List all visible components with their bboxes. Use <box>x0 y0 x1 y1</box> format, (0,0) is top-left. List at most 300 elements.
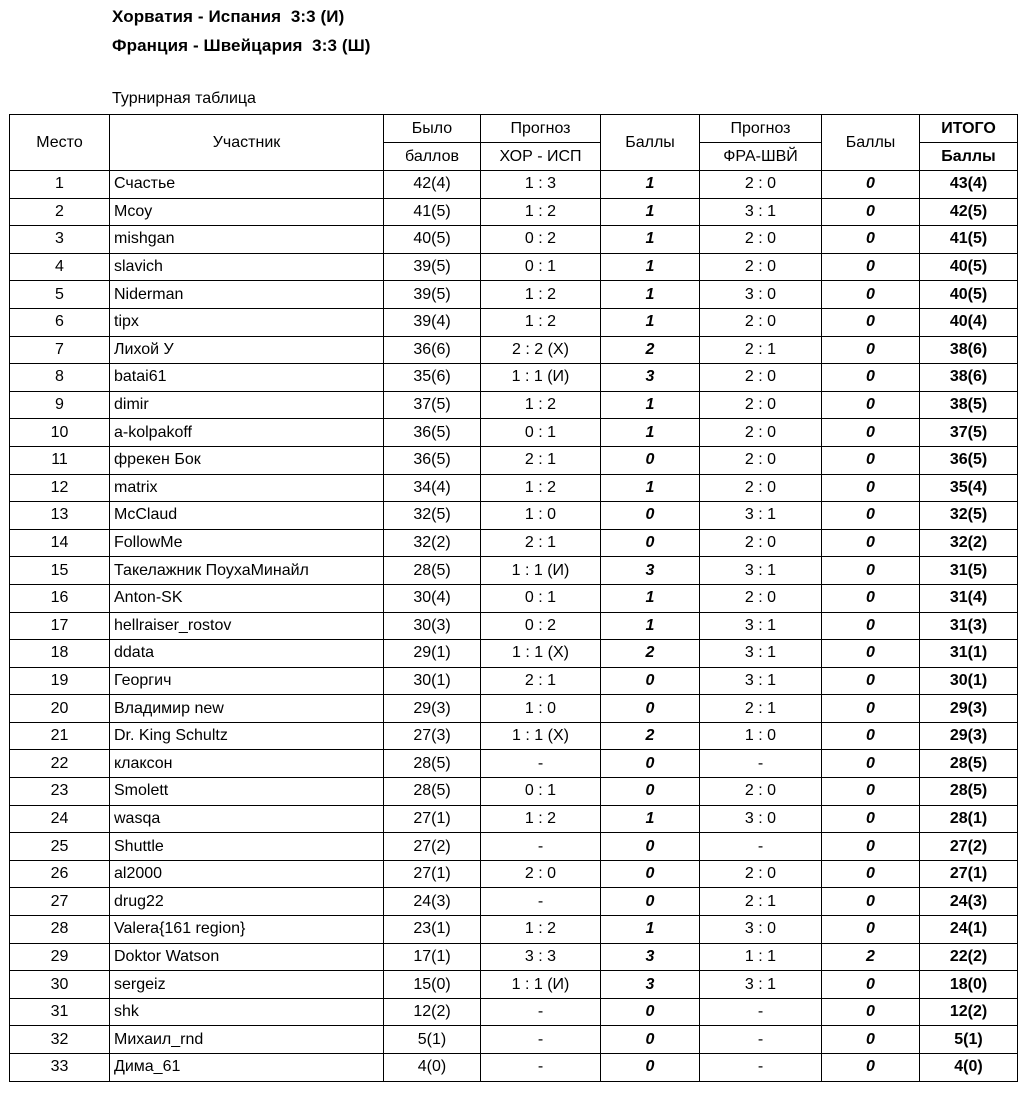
cell-points2: 0 <box>822 722 920 750</box>
cell-forecast2: 2 : 0 <box>700 364 822 392</box>
cell-was: 35(6) <box>384 364 481 392</box>
cell-total: 43(4) <box>920 171 1018 199</box>
cell-total: 37(5) <box>920 419 1018 447</box>
cell-points1: 3 <box>601 943 700 971</box>
cell-points2: 0 <box>822 833 920 861</box>
cell-was: 28(5) <box>384 750 481 778</box>
cell-forecast1: 1 : 2 <box>481 198 601 226</box>
cell-place: 7 <box>10 336 110 364</box>
cell-forecast2: 2 : 0 <box>700 584 822 612</box>
cell-points1: 0 <box>601 1054 700 1082</box>
cell-points1: 0 <box>601 502 700 530</box>
table-row <box>10 860 1018 888</box>
table-row <box>10 584 1018 612</box>
cell-points1: 1 <box>601 805 700 833</box>
cell-participant: Niderman <box>110 281 384 309</box>
cell-participant: wasqa <box>110 805 384 833</box>
cell-points2: 0 <box>822 860 920 888</box>
cell-place: 8 <box>10 364 110 392</box>
table-row <box>10 1054 1018 1082</box>
cell-place: 3 <box>10 226 110 254</box>
cell-was: 15(0) <box>384 971 481 999</box>
cell-points1: 2 <box>601 722 700 750</box>
cell-was: 28(5) <box>384 778 481 806</box>
cell-total: 29(3) <box>920 695 1018 723</box>
cell-was: 30(1) <box>384 667 481 695</box>
cell-forecast1: - <box>481 998 601 1026</box>
cell-total: 38(6) <box>920 336 1018 364</box>
table-row <box>10 778 1018 806</box>
cell-participant: Mcoy <box>110 198 384 226</box>
cell-was: 36(6) <box>384 336 481 364</box>
cell-place: 30 <box>10 971 110 999</box>
cell-forecast1: 1 : 0 <box>481 502 601 530</box>
cell-place: 25 <box>10 833 110 861</box>
cell-total: 31(1) <box>920 640 1018 668</box>
cell-forecast1: 2 : 0 <box>481 860 601 888</box>
cell-was: 42(4) <box>384 171 481 199</box>
cell-participant: batai61 <box>110 364 384 392</box>
cell-was: 40(5) <box>384 226 481 254</box>
cell-place: 15 <box>10 557 110 585</box>
cell-total: 27(1) <box>920 860 1018 888</box>
cell-points1: 2 <box>601 336 700 364</box>
cell-total: 24(1) <box>920 916 1018 944</box>
cell-participant: sergeiz <box>110 971 384 999</box>
cell-points2: 0 <box>822 171 920 199</box>
cell-points2: 0 <box>822 529 920 557</box>
cell-total: 42(5) <box>920 198 1018 226</box>
cell-forecast2: 1 : 0 <box>700 722 822 750</box>
cell-points1: 1 <box>601 253 700 281</box>
table-row <box>10 391 1018 419</box>
cell-forecast1: 1 : 2 <box>481 308 601 336</box>
cell-place: 23 <box>10 778 110 806</box>
table-row <box>10 502 1018 530</box>
cell-points2: 0 <box>822 308 920 336</box>
header-participant: Участник <box>110 115 384 171</box>
cell-forecast1: 2 : 2 (Х) <box>481 336 601 364</box>
cell-place: 2 <box>10 198 110 226</box>
cell-points2: 0 <box>822 419 920 447</box>
cell-place: 18 <box>10 640 110 668</box>
header-forecast1-bottom: ХОР - ИСП <box>481 143 601 171</box>
table-row <box>10 695 1018 723</box>
cell-was: 30(3) <box>384 612 481 640</box>
cell-points2: 0 <box>822 998 920 1026</box>
cell-total: 38(6) <box>920 364 1018 392</box>
table-row <box>10 529 1018 557</box>
cell-place: 22 <box>10 750 110 778</box>
cell-participant: Dr. King Schultz <box>110 722 384 750</box>
cell-total: 32(2) <box>920 529 1018 557</box>
cell-participant: hellraiser_rostov <box>110 612 384 640</box>
cell-total: 40(4) <box>920 308 1018 336</box>
cell-forecast1: - <box>481 750 601 778</box>
cell-points1: 1 <box>601 198 700 226</box>
cell-forecast1: 1 : 3 <box>481 171 601 199</box>
table-row <box>10 198 1018 226</box>
cell-points2: 0 <box>822 364 920 392</box>
table-row <box>10 419 1018 447</box>
cell-participant: Дима_61 <box>110 1054 384 1082</box>
header-points2: Баллы <box>822 115 920 171</box>
cell-forecast2: 3 : 1 <box>700 667 822 695</box>
cell-forecast2: 3 : 1 <box>700 612 822 640</box>
cell-points2: 0 <box>822 971 920 999</box>
cell-participant: Лихой У <box>110 336 384 364</box>
cell-total: 41(5) <box>920 226 1018 254</box>
cell-place: 29 <box>10 943 110 971</box>
cell-points1: 0 <box>601 1026 700 1054</box>
cell-was: 12(2) <box>384 998 481 1026</box>
table-row <box>10 667 1018 695</box>
cell-points2: 0 <box>822 253 920 281</box>
cell-forecast2: 3 : 0 <box>700 805 822 833</box>
cell-forecast2: - <box>700 1026 822 1054</box>
cell-forecast1: 1 : 2 <box>481 391 601 419</box>
cell-total: 5(1) <box>920 1026 1018 1054</box>
cell-was: 34(4) <box>384 474 481 502</box>
cell-forecast2: 2 : 0 <box>700 860 822 888</box>
cell-forecast1: 0 : 2 <box>481 612 601 640</box>
cell-total: 31(4) <box>920 584 1018 612</box>
cell-was: 23(1) <box>384 916 481 944</box>
cell-forecast1: 1 : 2 <box>481 474 601 502</box>
cell-points2: 0 <box>822 888 920 916</box>
cell-participant: Георгич <box>110 667 384 695</box>
table-row <box>10 612 1018 640</box>
header-points1: Баллы <box>601 115 700 171</box>
cell-place: 12 <box>10 474 110 502</box>
cell-points1: 2 <box>601 640 700 668</box>
table-row <box>10 446 1018 474</box>
cell-participant: Smolett <box>110 778 384 806</box>
cell-forecast1: 0 : 1 <box>481 584 601 612</box>
cell-points1: 0 <box>601 998 700 1026</box>
table-row <box>10 943 1018 971</box>
table-row <box>10 833 1018 861</box>
cell-was: 28(5) <box>384 557 481 585</box>
cell-place: 28 <box>10 916 110 944</box>
cell-forecast2: 2 : 0 <box>700 419 822 447</box>
cell-participant: Valera{161 region} <box>110 916 384 944</box>
cell-participant: mishgan <box>110 226 384 254</box>
cell-points2: 0 <box>822 557 920 585</box>
cell-forecast1: 1 : 1 (И) <box>481 364 601 392</box>
cell-forecast1: - <box>481 888 601 916</box>
cell-forecast2: 3 : 1 <box>700 971 822 999</box>
cell-place: 5 <box>10 281 110 309</box>
cell-points2: 0 <box>822 778 920 806</box>
cell-total: 40(5) <box>920 281 1018 309</box>
cell-forecast1: 1 : 1 (Х) <box>481 722 601 750</box>
cell-forecast1: 3 : 3 <box>481 943 601 971</box>
cell-forecast2: 1 : 1 <box>700 943 822 971</box>
cell-place: 17 <box>10 612 110 640</box>
cell-forecast2: 2 : 0 <box>700 474 822 502</box>
cell-participant: фрекен Бок <box>110 446 384 474</box>
cell-participant: drug22 <box>110 888 384 916</box>
table-row <box>10 308 1018 336</box>
cell-points1: 0 <box>601 860 700 888</box>
table-row <box>10 1026 1018 1054</box>
cell-forecast1: 1 : 0 <box>481 695 601 723</box>
cell-was: 29(1) <box>384 640 481 668</box>
cell-total: 35(4) <box>920 474 1018 502</box>
cell-forecast2: - <box>700 1054 822 1082</box>
cell-points1: 3 <box>601 557 700 585</box>
cell-points2: 0 <box>822 667 920 695</box>
cell-place: 19 <box>10 667 110 695</box>
cell-points1: 0 <box>601 778 700 806</box>
cell-points2: 0 <box>822 640 920 668</box>
cell-participant: Михаил_rnd <box>110 1026 384 1054</box>
cell-points2: 0 <box>822 916 920 944</box>
cell-place: 20 <box>10 695 110 723</box>
cell-was: 36(5) <box>384 419 481 447</box>
cell-was: 24(3) <box>384 888 481 916</box>
cell-participant: shk <box>110 998 384 1026</box>
cell-forecast1: 1 : 2 <box>481 916 601 944</box>
cell-place: 33 <box>10 1054 110 1082</box>
cell-place: 9 <box>10 391 110 419</box>
cell-was: 39(5) <box>384 253 481 281</box>
cell-total: 24(3) <box>920 888 1018 916</box>
table-row <box>10 916 1018 944</box>
cell-forecast1: - <box>481 1026 601 1054</box>
cell-total: 28(1) <box>920 805 1018 833</box>
cell-total: 38(5) <box>920 391 1018 419</box>
cell-total: 36(5) <box>920 446 1018 474</box>
cell-points2: 0 <box>822 1054 920 1082</box>
cell-total: 28(5) <box>920 750 1018 778</box>
cell-was: 39(5) <box>384 281 481 309</box>
cell-forecast2: 2 : 1 <box>700 695 822 723</box>
standings-table <box>9 114 1018 1082</box>
cell-points2: 0 <box>822 805 920 833</box>
cell-was: 32(5) <box>384 502 481 530</box>
cell-points1: 0 <box>601 750 700 778</box>
table-caption: Турнирная таблица <box>112 90 256 107</box>
cell-was: 27(2) <box>384 833 481 861</box>
cell-forecast1: 0 : 1 <box>481 419 601 447</box>
cell-place: 10 <box>10 419 110 447</box>
cell-forecast2: - <box>700 833 822 861</box>
cell-forecast1: 1 : 2 <box>481 281 601 309</box>
cell-participant: ddata <box>110 640 384 668</box>
cell-total: 32(5) <box>920 502 1018 530</box>
cell-was: 39(4) <box>384 308 481 336</box>
cell-points1: 0 <box>601 667 700 695</box>
cell-total: 31(3) <box>920 612 1018 640</box>
table-row <box>10 336 1018 364</box>
cell-was: 17(1) <box>384 943 481 971</box>
cell-was: 27(1) <box>384 805 481 833</box>
cell-was: 27(1) <box>384 860 481 888</box>
header-forecast2-top: Прогноз <box>700 115 822 143</box>
cell-participant: matrix <box>110 474 384 502</box>
cell-place: 4 <box>10 253 110 281</box>
table-row <box>10 171 1018 199</box>
header-forecast2-bottom: ФРА-ШВЙ <box>700 143 822 171</box>
table-row <box>10 364 1018 392</box>
cell-points2: 0 <box>822 695 920 723</box>
cell-participant: Doktor Watson <box>110 943 384 971</box>
header-was-top: Было <box>384 115 481 143</box>
cell-points2: 2 <box>822 943 920 971</box>
standings-body <box>10 171 1018 1082</box>
cell-total: 27(2) <box>920 833 1018 861</box>
cell-points1: 1 <box>601 916 700 944</box>
cell-participant: Счастье <box>110 171 384 199</box>
table-row <box>10 971 1018 999</box>
cell-was: 37(5) <box>384 391 481 419</box>
cell-place: 26 <box>10 860 110 888</box>
cell-points1: 0 <box>601 446 700 474</box>
cell-points2: 0 <box>822 281 920 309</box>
cell-forecast1: 0 : 1 <box>481 778 601 806</box>
cell-participant: al2000 <box>110 860 384 888</box>
cell-participant: Такелажник ПоухаМинайл <box>110 557 384 585</box>
table-row <box>10 640 1018 668</box>
cell-forecast1: 1 : 1 (Х) <box>481 640 601 668</box>
cell-forecast2: 3 : 1 <box>700 557 822 585</box>
cell-was: 5(1) <box>384 1026 481 1054</box>
cell-participant: slavich <box>110 253 384 281</box>
cell-points1: 1 <box>601 391 700 419</box>
match-result-2: Франция - Швейцария 3:3 (Ш) <box>112 36 371 55</box>
cell-points1: 1 <box>601 419 700 447</box>
cell-total: 40(5) <box>920 253 1018 281</box>
cell-forecast2: 2 : 1 <box>700 888 822 916</box>
cell-total: 31(5) <box>920 557 1018 585</box>
table-row <box>10 253 1018 281</box>
cell-forecast2: 3 : 0 <box>700 281 822 309</box>
cell-forecast1: 2 : 1 <box>481 446 601 474</box>
cell-forecast2: 2 : 0 <box>700 253 822 281</box>
cell-participant: Anton-SK <box>110 584 384 612</box>
cell-points1: 1 <box>601 474 700 502</box>
cell-points2: 0 <box>822 391 920 419</box>
cell-points2: 0 <box>822 336 920 364</box>
cell-place: 16 <box>10 584 110 612</box>
cell-participant: FollowMe <box>110 529 384 557</box>
cell-points1: 1 <box>601 612 700 640</box>
cell-total: 29(3) <box>920 722 1018 750</box>
cell-points2: 0 <box>822 750 920 778</box>
cell-was: 36(5) <box>384 446 481 474</box>
cell-total: 12(2) <box>920 998 1018 1026</box>
cell-total: 28(5) <box>920 778 1018 806</box>
cell-place: 27 <box>10 888 110 916</box>
cell-was: 32(2) <box>384 529 481 557</box>
cell-total: 30(1) <box>920 667 1018 695</box>
cell-points1: 0 <box>601 529 700 557</box>
cell-points2: 0 <box>822 446 920 474</box>
cell-forecast2: 2 : 0 <box>700 529 822 557</box>
cell-place: 1 <box>10 171 110 199</box>
cell-place: 24 <box>10 805 110 833</box>
cell-total: 4(0) <box>920 1054 1018 1082</box>
cell-place: 6 <box>10 308 110 336</box>
cell-forecast2: 2 : 0 <box>700 778 822 806</box>
cell-forecast1: 2 : 1 <box>481 529 601 557</box>
header-was-bottom: баллов <box>384 143 481 171</box>
cell-was: 41(5) <box>384 198 481 226</box>
cell-forecast1: 1 : 2 <box>481 805 601 833</box>
match-result-1: Хорватия - Испания 3:3 (И) <box>112 7 345 26</box>
cell-points1: 0 <box>601 888 700 916</box>
cell-points1: 0 <box>601 695 700 723</box>
cell-participant: tipx <box>110 308 384 336</box>
cell-forecast2: 2 : 0 <box>700 171 822 199</box>
table-row <box>10 998 1018 1026</box>
table-row <box>10 226 1018 254</box>
cell-place: 14 <box>10 529 110 557</box>
cell-forecast2: 3 : 1 <box>700 198 822 226</box>
cell-participant: клаксон <box>110 750 384 778</box>
cell-forecast2: - <box>700 998 822 1026</box>
cell-points2: 0 <box>822 502 920 530</box>
cell-place: 11 <box>10 446 110 474</box>
cell-place: 31 <box>10 998 110 1026</box>
cell-participant: a-kolpakoff <box>110 419 384 447</box>
cell-participant: Shuttle <box>110 833 384 861</box>
cell-forecast2: 2 : 0 <box>700 226 822 254</box>
cell-points1: 3 <box>601 971 700 999</box>
cell-forecast2: 3 : 0 <box>700 916 822 944</box>
table-row <box>10 805 1018 833</box>
cell-was: 30(4) <box>384 584 481 612</box>
table-row <box>10 281 1018 309</box>
header-place: Место <box>10 115 110 171</box>
cell-forecast1: 1 : 1 (И) <box>481 971 601 999</box>
cell-points1: 1 <box>601 584 700 612</box>
table-row <box>10 888 1018 916</box>
cell-forecast2: - <box>700 750 822 778</box>
table-row <box>10 750 1018 778</box>
cell-points2: 0 <box>822 226 920 254</box>
header-total-top: ИТОГО <box>920 115 1018 143</box>
cell-place: 13 <box>10 502 110 530</box>
header-forecast1-top: Прогноз <box>481 115 601 143</box>
cell-forecast1: 0 : 1 <box>481 253 601 281</box>
cell-points1: 1 <box>601 308 700 336</box>
cell-was: 29(3) <box>384 695 481 723</box>
cell-forecast2: 3 : 1 <box>700 502 822 530</box>
cell-points2: 0 <box>822 584 920 612</box>
header-total-bottom: Баллы <box>920 143 1018 171</box>
cell-points2: 0 <box>822 612 920 640</box>
cell-forecast1: 2 : 1 <box>481 667 601 695</box>
table-row <box>10 722 1018 750</box>
table-row <box>10 474 1018 502</box>
cell-place: 32 <box>10 1026 110 1054</box>
cell-forecast2: 2 : 0 <box>700 308 822 336</box>
cell-points1: 1 <box>601 171 700 199</box>
cell-forecast1: 0 : 2 <box>481 226 601 254</box>
cell-points1: 3 <box>601 364 700 392</box>
cell-points1: 0 <box>601 833 700 861</box>
cell-points1: 1 <box>601 226 700 254</box>
cell-was: 27(3) <box>384 722 481 750</box>
cell-forecast2: 3 : 1 <box>700 640 822 668</box>
cell-forecast2: 2 : 0 <box>700 446 822 474</box>
cell-participant: McClaud <box>110 502 384 530</box>
cell-forecast1: - <box>481 1054 601 1082</box>
cell-points2: 0 <box>822 198 920 226</box>
